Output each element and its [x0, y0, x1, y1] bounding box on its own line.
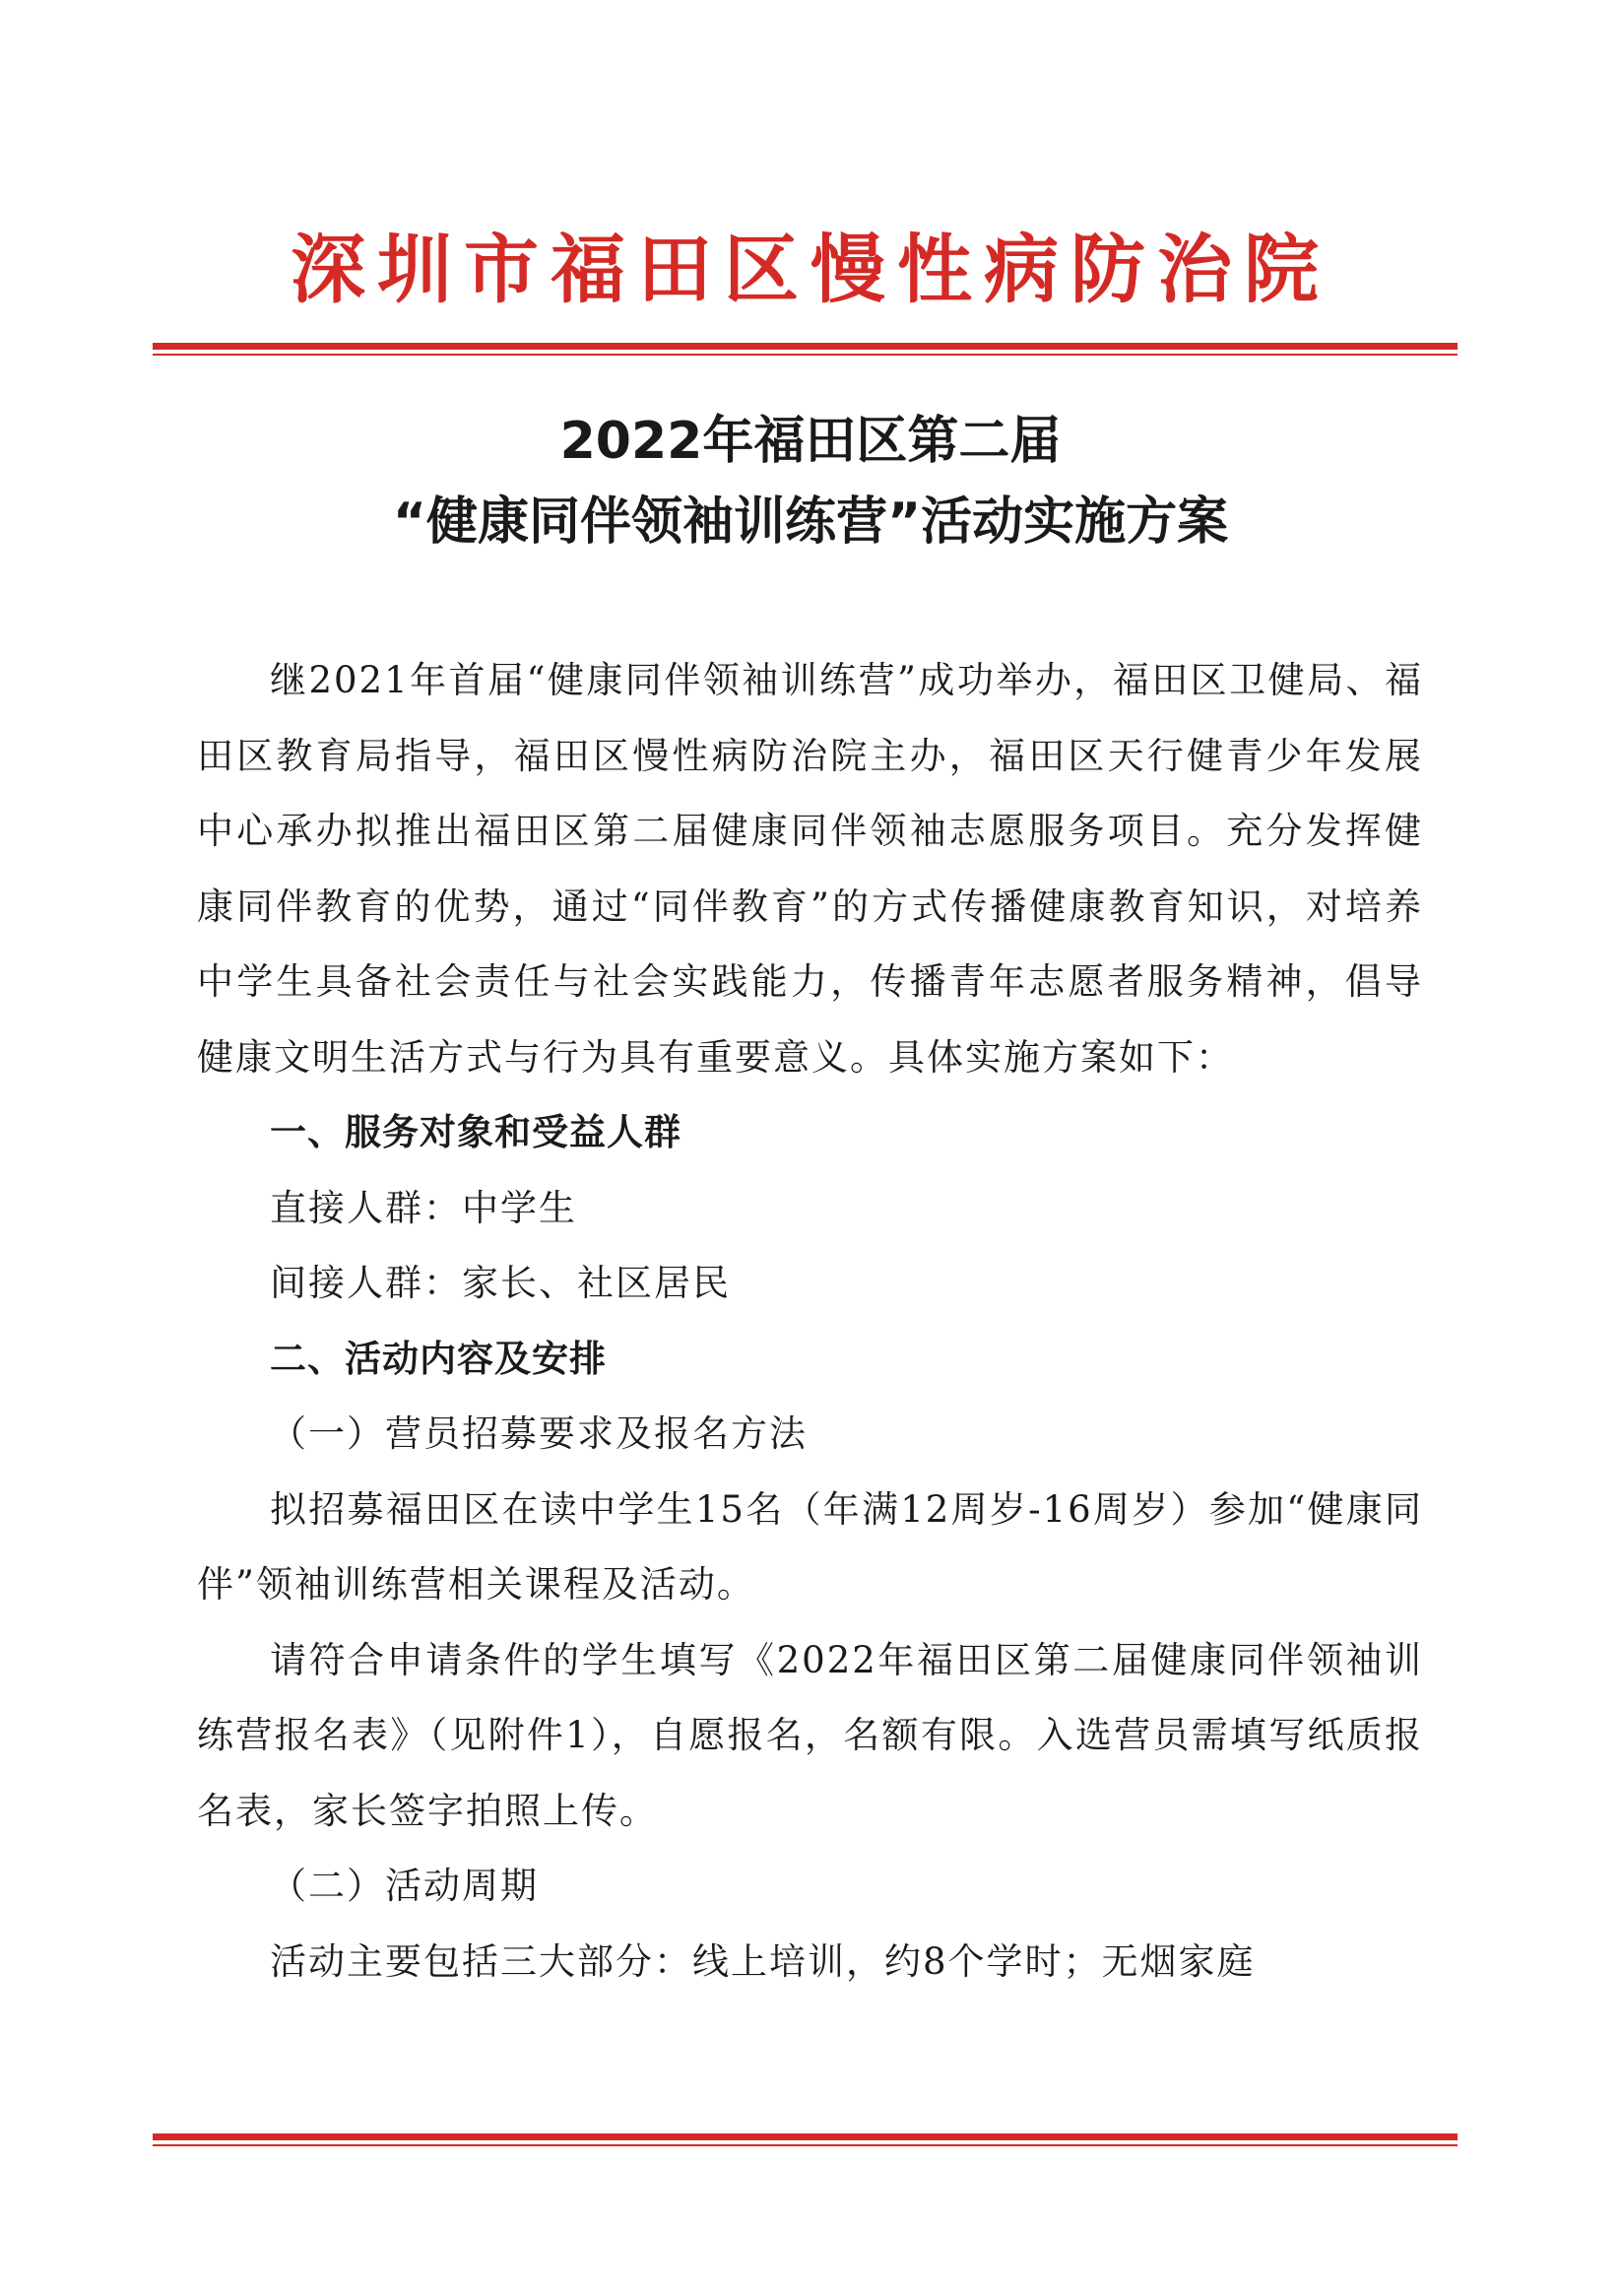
document-body — [197, 643, 1423, 2000]
footer-red-rule — [153, 2133, 1458, 2146]
section-heading-1: 一、服务对象和受益人群 — [270, 1111, 681, 1153]
letterhead-org-name: 深圳市福田区慢性病防治院 — [291, 226, 1330, 313]
apply-paragraph: 请符合申请条件的学生填写《2022年福田区第二届健康同伴领袖训练营报名表》（见附件1），自愿报名，名额有限。入选营员需填写纸质报名表，家长签字拍照上传。 — [197, 1638, 1423, 1832]
direct-group-line: 直接人群：中学生 — [270, 1186, 577, 1229]
indirect-group-line: 间接人群：家长、社区居民 — [270, 1262, 731, 1304]
period-paragraph: 活动主要包括三大部分：线上培训，约8个学时；无烟家庭 — [270, 1939, 1256, 1983]
letterhead-red-rule — [153, 343, 1458, 356]
document-title-line-1: 2022年福田区第二届 — [559, 412, 1062, 471]
subsection-heading-1: （一）营员招募要求及报名方法 — [270, 1412, 808, 1455]
document-title-line-2: “健康同伴领袖训练营”活动实施方案 — [392, 492, 1229, 552]
recruit-paragraph: 拟招募福田区在读中学生15名（年满12周岁-16周岁）参加“健康同伴”领袖训练营相关课程及活动。 — [197, 1487, 1423, 1606]
section-heading-2: 二、活动内容及安排 — [270, 1337, 607, 1380]
intro-paragraph: 继2021年首届“健康同伴领袖训练营”成功举办，福田区卫健局、福田区教育局指导，福田区慢性病防治院主办，福田区天行健青少年发展中心承办拟推出福田区第二届健康同伴领袖志愿服务项目。充分发挥健康同伴教育的优势，通过“同伴教育”的方式传播健康教育知识，对培养中学生具备社会责任与社会实践能力，传播青年志愿者服务精神，倡导健康文明生活方式与行为具有重要意义。具体实施方案如下： — [197, 659, 1423, 1079]
subsection-heading-2: （二）活动周期 — [270, 1865, 539, 1907]
